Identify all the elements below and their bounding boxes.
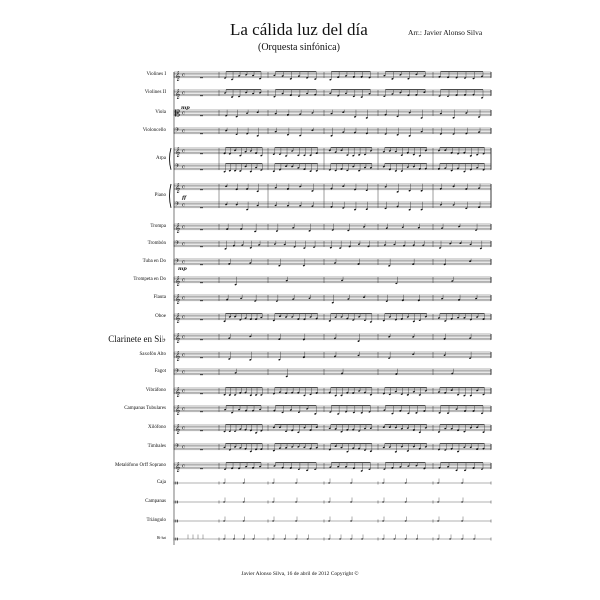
instrument-label-oboe: Oboe — [155, 313, 166, 319]
bass-clef-icon: 𝄢 — [175, 126, 180, 135]
note-head-icon — [295, 538, 297, 539]
instrument-label-tria-ngulo: Triángulo — [146, 518, 166, 523]
percussion-clef-icon — [176, 520, 177, 523]
copyright-footer: Javier Alonso Silva, 16 de abril de 2012 Copyright © — [241, 571, 359, 577]
staff-piano-lower — [174, 201, 491, 211]
note-head-icon — [295, 520, 297, 521]
time-signature-icon: c — [182, 148, 185, 155]
staff-caja — [174, 479, 491, 485]
staff-trombo-n — [174, 240, 491, 250]
staff-hi-hat — [174, 535, 491, 541]
time-signature-icon: c — [182, 259, 185, 266]
score-subtitle: (Orquesta sinfónica) — [258, 42, 340, 53]
bass-clef-icon: 𝄢 — [175, 200, 180, 209]
note-head-icon — [350, 520, 352, 521]
alto-clef-icon: 𝄡 — [175, 109, 181, 120]
staff-violines-i — [174, 70, 491, 81]
rest-icon — [200, 282, 203, 283]
note-head-icon — [295, 501, 297, 502]
note-head-icon — [382, 538, 384, 539]
staff-metalo-fono-orff-soprano — [174, 461, 491, 472]
percussion-clef-icon — [176, 501, 177, 504]
note-head-icon — [339, 538, 341, 539]
note-head-icon — [295, 482, 297, 483]
note-head-icon — [449, 538, 451, 539]
note-head-icon — [243, 501, 245, 502]
instrument-label-fagot: Fagot — [154, 368, 166, 374]
treble-clef-icon: 𝄞 — [175, 424, 181, 435]
staff-trompa — [174, 222, 491, 233]
rest-icon — [200, 339, 203, 340]
time-signature-icon: c — [182, 463, 185, 470]
staff-arpa — [174, 146, 491, 169]
time-signature-icon: c — [182, 334, 185, 341]
staff-campanas-tubulares — [174, 404, 491, 415]
note-head-icon — [272, 501, 274, 502]
staff-clarinete-en-si — [174, 332, 491, 343]
time-signature-icon: c — [182, 406, 185, 413]
time-signature-icon: c — [182, 110, 185, 117]
treble-clef-icon: 𝄞 — [175, 313, 181, 324]
instrument-label-caja: Caja — [156, 480, 166, 485]
treble-clef-icon: 𝄞 — [175, 462, 181, 473]
time-signature-icon: c — [182, 72, 185, 79]
treble-clef-icon: 𝄞 — [175, 294, 181, 305]
note-head-icon — [437, 501, 439, 502]
note-head-icon — [461, 482, 463, 483]
rest-icon — [200, 319, 203, 320]
staff-tria-ngulo — [174, 517, 491, 523]
staff-viola — [174, 107, 491, 119]
note-head-icon — [461, 520, 463, 521]
note-head-icon — [328, 520, 330, 521]
rest-icon — [200, 393, 203, 394]
note-head-icon — [328, 501, 330, 502]
dynamic-mp-tuba: mp — [178, 266, 187, 272]
rest-icon — [200, 430, 203, 431]
note-head-icon — [405, 520, 407, 521]
treble-clef-icon: 𝄞 — [175, 405, 181, 416]
time-signature-icon: c — [182, 277, 185, 284]
instrument-label-flauta: Flauta — [153, 294, 166, 300]
staff-violines-ii — [174, 88, 491, 99]
bass-clef-icon: 𝄢 — [175, 367, 180, 376]
instrument-label-viola: Viola — [155, 109, 166, 115]
instrument-label-violoncello: Violoncello — [142, 127, 166, 133]
arranger-credit: Arr.: Javier Alonso Silva — [408, 28, 483, 37]
brace-icon — [170, 148, 172, 170]
rest-icon — [200, 357, 203, 358]
dynamic-mp-violines-ii: mp — [181, 105, 190, 111]
instrument-label-clarinete-en-si: Clarinete en Si♭ — [108, 333, 166, 344]
note-head-icon — [473, 538, 475, 539]
treble-clef-icon: 𝄞 — [175, 71, 181, 82]
staff-oboe — [174, 312, 491, 323]
note-head-icon — [223, 482, 225, 483]
instrument-label-campanas-tubulares: Campanas Tubulares — [124, 405, 166, 411]
dynamic-ff-piano: ff — [182, 195, 187, 201]
note-head-icon — [437, 538, 439, 539]
treble-clef-icon: 𝄞 — [175, 147, 181, 158]
instrument-label-trompa: Trompa — [150, 223, 166, 229]
note-head-icon — [382, 482, 384, 483]
note-head-icon — [405, 482, 407, 483]
note-head-icon — [272, 520, 274, 521]
note-head-icon — [382, 501, 384, 502]
instrument-label-trompeta-en-do: Trompeta en Do — [133, 276, 166, 282]
note-head-icon — [350, 501, 352, 502]
staff-arpa-lower — [174, 163, 491, 173]
instrument-label-hi-hat: Hi-hat — [156, 536, 166, 540]
staff-xilo-fono — [174, 423, 491, 434]
rest-icon — [200, 207, 203, 208]
note-head-icon — [252, 538, 254, 539]
rest-icon — [200, 169, 203, 170]
time-signature-icon: c — [182, 164, 185, 171]
percussion-clef-icon — [176, 482, 177, 485]
rest-icon — [200, 411, 203, 412]
bass-clef-icon: 𝄢 — [175, 257, 180, 266]
score-title: La cálida luz del día — [230, 20, 368, 39]
time-signature-icon: c — [182, 202, 185, 209]
instrument-label-violines-ii: Violines II — [144, 89, 166, 95]
instrument-label-trombo-n: Trombón — [147, 240, 166, 246]
note-head-icon — [243, 520, 245, 521]
note-head-icon — [243, 538, 245, 539]
time-signature-icon: c — [182, 295, 185, 302]
rest-icon — [200, 115, 203, 116]
note-head-icon — [328, 538, 330, 539]
time-signature-icon: c — [182, 224, 185, 231]
note-head-icon — [272, 538, 274, 539]
time-signature-icon: c — [182, 184, 185, 191]
instrument-label-saxofo-n-alto: Saxofón Alto — [139, 351, 166, 357]
instrument-label-tuba-en-do: Tuba en Do — [142, 258, 166, 264]
rest-icon — [200, 264, 203, 265]
brace-icon — [170, 184, 172, 208]
instrument-label-violines-i: Violines I — [146, 71, 166, 77]
rest-icon — [200, 189, 203, 190]
instrument-label-xilo-fono: Xilófono — [147, 424, 166, 430]
treble-clef-icon: 𝄞 — [175, 333, 181, 344]
percussion-clef-icon — [177, 482, 178, 485]
treble-clef-icon: 𝄞 — [175, 183, 181, 194]
staff-vibra-fono — [174, 386, 491, 397]
time-signature-icon: c — [182, 444, 185, 451]
treble-clef-icon: 𝄞 — [175, 276, 181, 287]
note-head-icon — [328, 482, 330, 483]
time-signature-icon: c — [182, 128, 185, 135]
note-head-icon — [223, 501, 225, 502]
staff-campanas — [174, 498, 491, 504]
percussion-clef-icon — [176, 538, 177, 541]
staff-tuba-en-do — [174, 258, 491, 267]
rest-icon — [200, 468, 203, 469]
note-head-icon — [350, 538, 352, 539]
treble-clef-icon: 𝄞 — [175, 223, 181, 234]
bass-clef-icon: 𝄢 — [175, 442, 180, 451]
staff-trompeta-en-do — [174, 275, 491, 286]
instrument-label-piano: Piano — [154, 192, 166, 198]
rest-icon — [200, 300, 203, 301]
note-head-icon — [350, 482, 352, 483]
instrument-label-metalo-fono-orff-soprano: Metalófono Orff Soprano — [114, 462, 166, 468]
time-signature-icon: c — [182, 314, 185, 321]
time-signature-icon: c — [182, 425, 185, 432]
note-head-icon — [461, 538, 463, 539]
note-head-icon — [437, 482, 439, 483]
time-signature-icon: c — [182, 369, 185, 376]
staff-timbales — [174, 443, 491, 453]
note-head-icon — [272, 482, 274, 483]
note-head-icon — [233, 538, 235, 539]
rest-icon — [200, 246, 203, 247]
note-head-icon — [243, 482, 245, 483]
note-head-icon — [405, 501, 407, 502]
note-head-icon — [393, 538, 395, 539]
note-head-icon — [223, 520, 225, 521]
staff-violoncello — [174, 127, 491, 137]
staff-saxofo-n-alto — [174, 350, 491, 361]
rest-icon — [200, 77, 203, 78]
note-head-icon — [361, 538, 363, 539]
time-signature-icon: c — [182, 90, 185, 97]
instrument-label-timbales: Timbales — [147, 443, 166, 449]
staff-flauta — [174, 293, 491, 304]
treble-clef-icon: 𝄞 — [175, 351, 181, 362]
staff-fagot — [174, 368, 491, 378]
treble-clef-icon: 𝄞 — [175, 89, 181, 100]
time-signature-icon: c — [182, 352, 185, 359]
treble-clef-icon: 𝄞 — [175, 387, 181, 398]
percussion-clef-icon — [177, 501, 178, 504]
percussion-clef-icon — [177, 538, 178, 541]
note-head-icon — [382, 520, 384, 521]
rest-icon — [200, 95, 203, 96]
bass-clef-icon: 𝄢 — [175, 162, 180, 171]
instrument-label-arpa: Arpa — [156, 155, 166, 161]
percussion-clef-icon — [177, 520, 178, 523]
time-signature-icon: c — [182, 388, 185, 395]
instrument-label-campanas: Campanas — [145, 499, 166, 504]
rest-icon — [200, 153, 203, 154]
note-head-icon — [461, 501, 463, 502]
note-head-icon — [437, 520, 439, 521]
rest-icon — [200, 374, 203, 375]
rest-icon — [200, 229, 203, 230]
instrument-label-vibra-fono: Vibráfono — [145, 387, 166, 393]
note-head-icon — [284, 538, 286, 539]
note-head-icon — [405, 538, 407, 539]
time-signature-icon: c — [182, 241, 185, 248]
rest-icon — [200, 133, 203, 134]
note-head-icon — [416, 538, 418, 539]
note-head-icon — [307, 538, 309, 539]
bass-clef-icon: 𝄢 — [175, 239, 180, 248]
rest-icon — [200, 449, 203, 450]
note-head-icon — [223, 538, 225, 539]
